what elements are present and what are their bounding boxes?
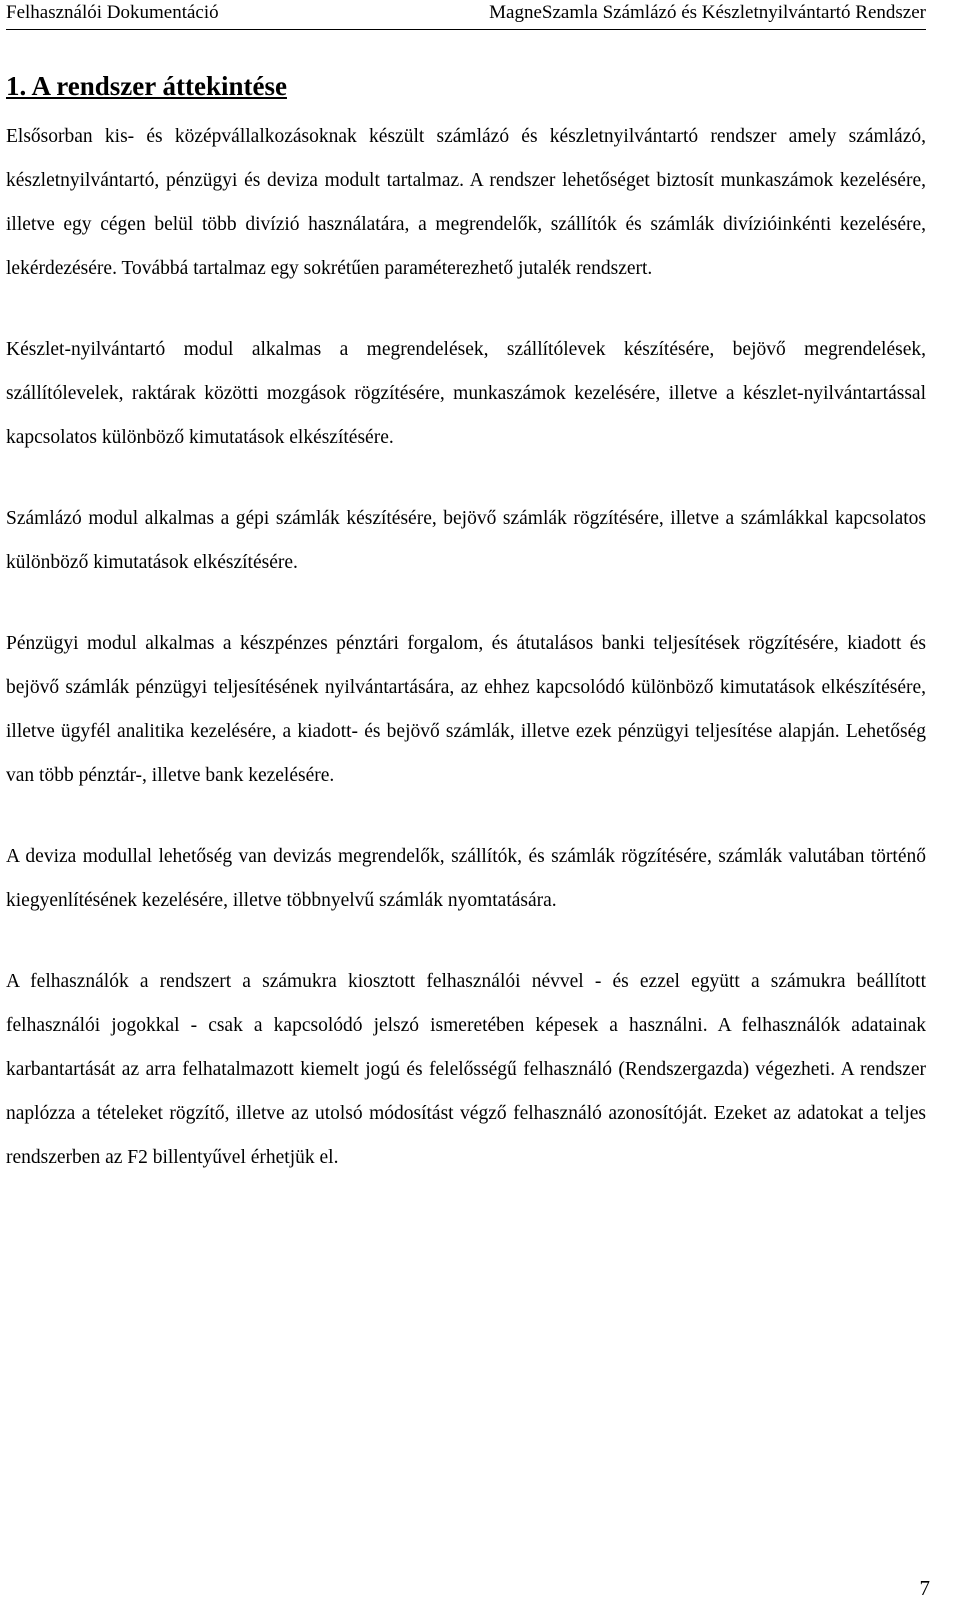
page-number: 7 <box>919 1576 930 1600</box>
document-title: Felhasználói Dokumentáció <box>6 2 219 23</box>
paragraph-invoicing-module: Számlázó modul alkalmas a gépi számlák készítésére, bejövő számlák rögzítésére, illetve a számlákkal kapcsolatos különböző kimutatások elkészítésére. <box>6 508 926 573</box>
paragraph-finance-module: Pénzügyi modul alkalmas a készpénzes pénztári forgalom, és átutalásos banki teljesítések rögzítésére, kiadott és bejövő számlák pénzügyi teljesítésének nyilvántartására, az ehhez kapcsolódó különböző kimutatások elkészítésére, illetve ügyfél analitika kezelésére, a kiadott- és bejövő számlák, illetve ezek pénzügyi teljesítése alapján. Lehetőség van több pénztár-, illetve bank kezelésére. <box>6 633 926 786</box>
page-header <box>6 0 926 30</box>
section-heading: 1. A rendszer áttekintése <box>6 71 287 101</box>
paragraph-inventory-module: Készlet-nyilvántartó modul alkalmas a megrendelések, szállítólevek készítésére, bejövő megrendelések, szállítólevelek, raktárak közötti mozgások rögzítésére, munkaszámok kezelésére, illetve a készlet-nyilvántartással kapcsolatos különböző kimutatások elkészítésére. <box>6 339 926 448</box>
paragraph-currency-module: A deviza modullal lehetőség van devizás megrendelők, szállítók, és számlák rögzítésére, számlák valutában történő kiegyenlítésének kezelésére, illetve többnyelvű számlák nyomtatására. <box>6 846 926 911</box>
system-name: MagneSzamla Számlázó és Készletnyilvántartó Rendszer <box>489 2 926 23</box>
paragraph-users: A felhasználók a rendszert a számukra kiosztott felhasználói névvel - és ezzel együtt a számukra beállított felhasználói jogokkal - csak a kapcsolódó jelszó ismeretében képesek a használni. A felhasználók adatainak karbantartását az arra felhatalmazott kiemelt jogú és felelősségű felhasználó (Rendszergazda) végezheti. A rendszer naplózza a tételeket rögzítő, illetve az utolsó módosítást végző felhasználó azonosítóját. Ezeket az adatokat a teljes rendszerben az F2 billentyűvel érhetjük el. <box>6 971 926 1168</box>
document-body <box>6 115 926 1217</box>
paragraph-overview: Elsősorban kis- és középvállalkozásoknak készült számlázó és készletnyilvántartó rendszer amely számlázó, készletnyilvántartó, pénzügyi és deviza modult tartalmaz. A rendszer lehetőséget biztosít munkaszámok kezelésére, illetve egy cégen belül több divízió használatára, a megrendelők, szállítók és számlák divízióinkénti kezelésére, lekérdezésére. Továbbá tartalmaz egy sokrétűen paraméterezhető jutalék rendszert. <box>6 126 926 279</box>
